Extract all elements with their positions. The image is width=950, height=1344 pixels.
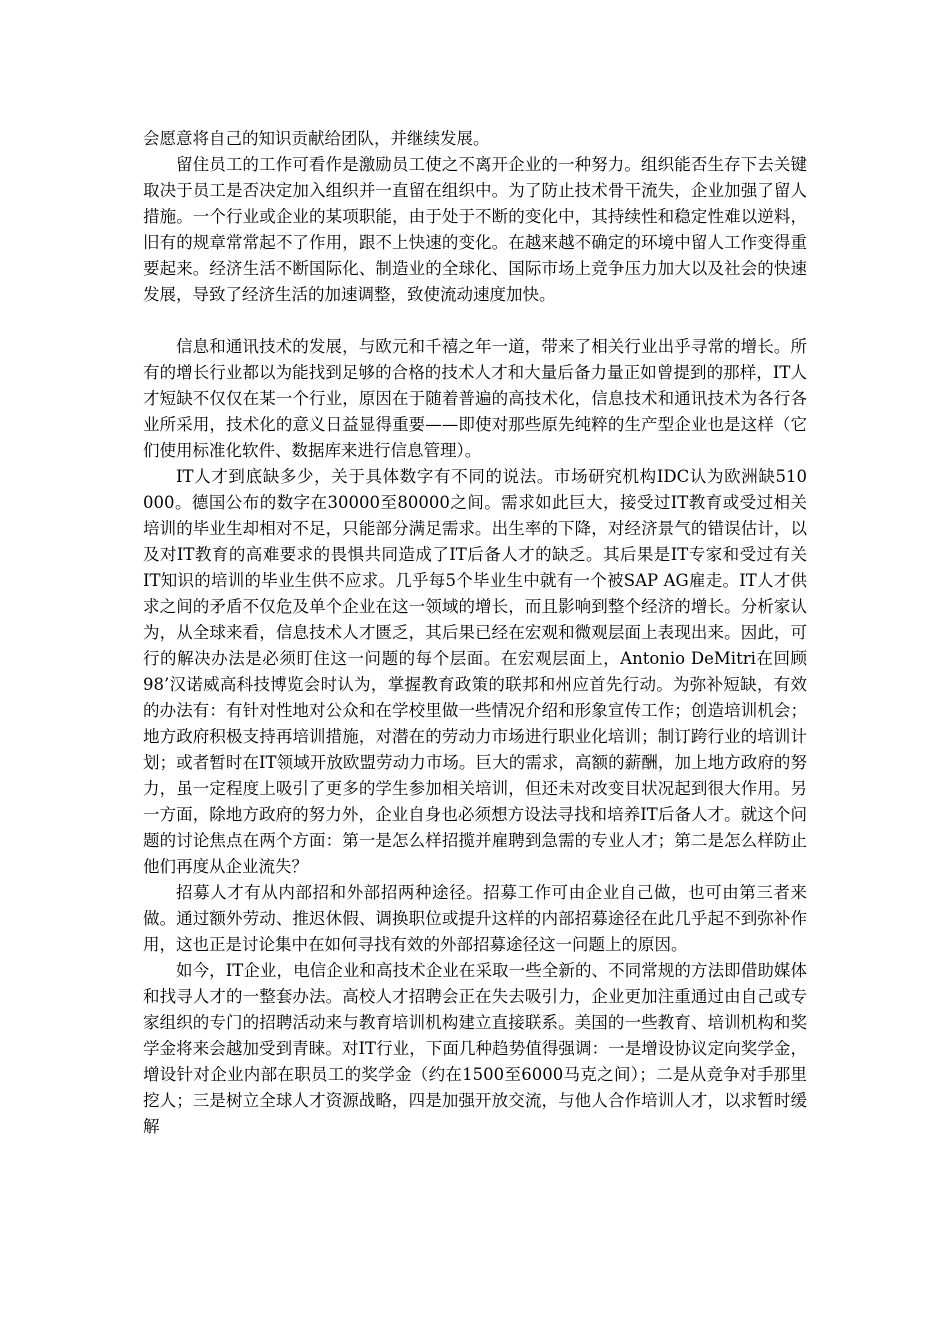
paragraph-ict-growth: 信息和通讯技术的发展，与欧元和千禧之年一道，带来了相关行业出乎寻常的增长。所有的增长行业都以为能找到足够的合格的技术人才和大量后备力量正如曾提到的那样，IT人才短缺不仅仅在某一个行业，原因在于随着普遍的高技术化，信息技术和通讯技术为各行各业所采用，技术化的意义日益显得重要——即使对那些原先纯粹的生产型企业也是这样（它们使用标准化软件、数据库来进行信息管理）。 (143, 337, 807, 460)
paragraph-continued: 会愿意将自己的知识贡献给团队，并继续发展。 (143, 129, 490, 148)
paragraph-spacer (143, 308, 807, 334)
paragraph-trends: 如今，IT企业，电信企业和高技术企业在采取一些全新的、不同常规的方法即借助媒体和找寻人才的一整套办法。高校人才招聘会正在失去吸引力，企业更加注重通过由自己或专家组织的专门的招聘活动来与教育培训机构建立直接联系。美国的一些教育、培训机构和奖学金将来会越加受到青睐。对IT行业，下面几种趋势值得强调：一是增设协议定向奖学金，增设针对企业内部在职员工的奖学金（约在1500至6000马克之间）；二是从竞争对手那里挖人；三是树立全球人才资源战略，四是加强开放交流，与他人合作培训人才，以求暂时缓解 (143, 961, 807, 1136)
paragraph-recruitment: 招募人才有从内部招和外部招两种途径。招募工作可由企业自己做，也可由第三者来做。通过额外劳动、推迟休假、调换职位或提升这样的内部招募途径在此几乎起不到弥补作用，这也正是讨论集中在如何寻找有效的外部招募途径这一问题上的原因。 (143, 883, 807, 954)
paragraph-retention: 留住员工的工作可看作是激励员工使之不离开企业的一种努力。组织能否生存下去关键取决于员工是否决定加入组织并一直留在组织中。为了防止技术骨干流失，企业加强了留人措施。一个行业或企业的某项职能，由于处于不断的变化中，其持续性和稳定性难以逆料，旧有的规章常常起不了作用，跟不上快速的变化。在越来越不确定的环境中留人工作变得重要起来。经济生活不断国际化、制造业的全球化、国际市场上竞争压力加大以及社会的快速发展，导致了经济生活的加速调整，致使流动速度加快。 (143, 155, 807, 304)
document-body (143, 126, 807, 1140)
paragraph-it-shortage: IT人才到底缺多少，关于具体数字有不同的说法。市场研究机构IDC认为欧洲缺510 000。德国公布的数字在30000至80000之间。需求如此巨大，接受过IT教育或受过相关培训的毕业生却相对不足，只能部分满足需求。出生率的下降，对经济景气的错误估计，以及对IT教育的高难要求的畏惧共同造成了IT后备人才的缺乏。其后果是IT专家和受过有关IT知识的培训的毕业生供不应求。几乎每5个毕业生中就有一个被SAP AG雇走。IT人才供求之间的矛盾不仅危及单个企业在这一领域的增长，而且影响到整个经济的增长。分析家认为，从全球来看，信息技术人才匮乏，其后果已经在宏观和微观层面上表现出来。因此，可行的解决办法是必须盯住这一问题的每个层面。在宏观层面上，Antonio DeMitri在回顾98’汉诺威高科技博览会时认为，掌握教育政策的联邦和州应首先行动。为弥补短缺，有效的办法有：有针对性地对公众和在学校里做一些情况介绍和形象宣传工作；创造培训机会；地方政府积极支持再培训措施，对潜在的劳动力市场进行职业化培训；制订跨行业的培训计划；或者暂时在IT领域开放欧盟劳动力市场。巨大的需求，高额的薪酬，加上地方政府的努力，虽一定程度上吸引了更多的学生参加相关培训，但还未对改变目状况起到很大作用。另一方面，除地方政府的努力外，企业自身也必须想方设法寻找和培养IT后备人才。就这个问题的讨论焦点在两个方面：第一是怎么样招揽并雇聘到急需的专业人才；第二是怎么样防止他们再度从企业流失？ (143, 467, 807, 876)
